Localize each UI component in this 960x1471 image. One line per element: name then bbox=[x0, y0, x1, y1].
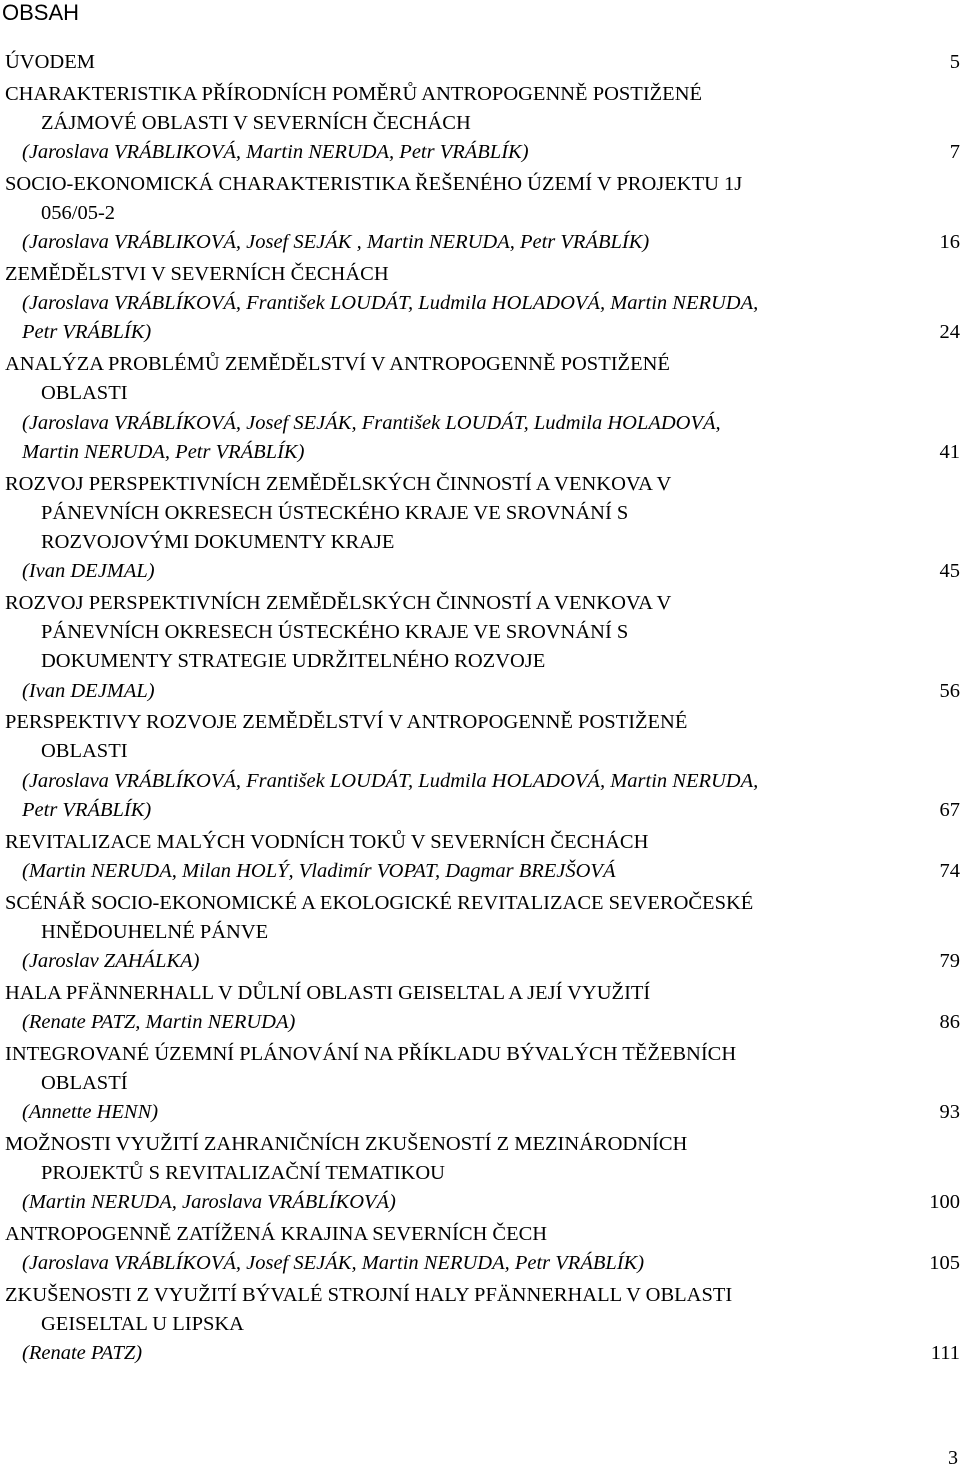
entry-title: ZEMĚDĚLSTVI V SEVERNÍCH ČECHÁCH bbox=[5, 263, 389, 286]
entry-title: SCÉNÁŘ SOCIO-EKONOMICKÉ A EKOLOGICKÉ REVITALIZACE SEVEROČESKÉ bbox=[5, 891, 754, 914]
toc-title-line bbox=[0, 1220, 960, 1249]
entry-authors: (Jaroslava VRÁBLÍKOVÁ, Josef SEJÁK, Martin NERUDA, Petr VRÁBLÍK) bbox=[22, 1252, 645, 1275]
entry-title: SOCIO-EKONOMICKÁ CHARAKTERISTIKA ŘEŠENÉHO ÚZEMÍ V PROJEKTU 1J bbox=[5, 172, 743, 195]
toc-entry bbox=[0, 170, 960, 258]
entry-authors: (Annette HENN) bbox=[22, 1101, 159, 1124]
entry-title: ANALÝZA PROBLÉMŮ ZEMĚDĚLSTVÍ V ANTROPOGENNĚ POSTIŽENÉ bbox=[5, 353, 670, 376]
entry-title: GEISELTAL U LIPSKA bbox=[41, 1313, 244, 1336]
toc-title-line bbox=[0, 1159, 960, 1188]
entry-authors: (Jaroslava VRÁBLÍKOVÁ, Josef SEJÁK, František LOUDÁT, Ludmila HOLADOVÁ, bbox=[22, 411, 721, 434]
toc-author-line bbox=[0, 1098, 960, 1127]
entry-authors: (Jaroslava VRÁBLÍKOVÁ, František LOUDÁT, Ludmila HOLADOVÁ, Martin NERUDA, bbox=[22, 292, 759, 315]
entry-title: ROZVOJ PERSPEKTIVNÍCH ZEMĚDĚLSKÝCH ČINNOSTÍ A VENKOVA V bbox=[5, 591, 672, 614]
entry-authors: (Jaroslava VRÁBLIKOVÁ, Josef SEJÁK , Martin NERUDA, Petr VRÁBLÍK) bbox=[22, 231, 650, 254]
toc-author-line bbox=[0, 289, 960, 318]
toc-title-line bbox=[0, 618, 960, 647]
toc-title-line bbox=[0, 1281, 960, 1310]
entry-title: MOŽNOSTI VYUŽITÍ ZAHRANIČNÍCH ZKUŠENOSTÍ Z MEZINÁRODNÍCH bbox=[5, 1132, 688, 1155]
entry-title: INTEGROVANÉ ÚZEMNÍ PLÁNOVÁNÍ NA PŘÍKLADU BÝVALÝCH TĚŽEBNÍCH bbox=[5, 1042, 737, 1065]
toc-entry bbox=[0, 979, 960, 1037]
entry-title: OBLASTI bbox=[41, 382, 128, 405]
toc-title-line bbox=[0, 1040, 960, 1069]
entry-title: DOKUMENTY STRATEGIE UDRŽITELNÉHO ROZVOJE bbox=[41, 650, 546, 673]
page-title: OBSAH bbox=[2, 0, 80, 25]
toc-author-line bbox=[0, 767, 960, 796]
entry-page-number: 74 bbox=[939, 859, 960, 882]
toc-author-line bbox=[0, 677, 960, 706]
toc-title-line bbox=[0, 737, 960, 766]
toc-entry bbox=[0, 708, 960, 825]
table-of-contents bbox=[0, 48, 960, 1369]
toc-entry bbox=[0, 1040, 960, 1128]
entry-title: OBLASTI bbox=[41, 740, 128, 763]
entry-title: PÁNEVNÍCH OKRESECH ÚSTECKÉHO KRAJE VE SROVNÁNÍ S bbox=[41, 501, 629, 524]
entry-page-number: 7 bbox=[949, 141, 960, 164]
entry-title: ZKUŠENOSTI Z VYUŽITÍ BÝVALÉ STROJNÍ HALY PFÄNNERHALL V OBLASTI bbox=[5, 1284, 733, 1306]
entry-page-number: 86 bbox=[939, 1010, 960, 1033]
entry-page-number: 45 bbox=[939, 560, 960, 583]
toc-entry bbox=[0, 1130, 960, 1218]
toc-author-line bbox=[0, 947, 960, 976]
toc-title-line bbox=[0, 889, 960, 918]
toc-author-line bbox=[0, 138, 960, 167]
toc-title-line bbox=[0, 1130, 960, 1159]
entry-title: PÁNEVNÍCH OKRESECH ÚSTECKÉHO KRAJE VE SROVNÁNÍ S bbox=[41, 621, 629, 644]
toc-title-line bbox=[0, 199, 960, 228]
entry-title: 056/05-2 bbox=[41, 202, 116, 225]
toc-author-line bbox=[0, 796, 960, 825]
toc-entry bbox=[0, 828, 960, 886]
entry-page-number: 41 bbox=[939, 440, 960, 463]
toc-title-line bbox=[0, 379, 960, 408]
entry-page-number: 111 bbox=[930, 1342, 960, 1365]
toc-title-line bbox=[0, 1310, 960, 1339]
entry-authors: (Renate PATZ) bbox=[22, 1342, 143, 1365]
entry-title: ZÁJMOVÉ OBLASTI V SEVERNÍCH ČECHÁCH bbox=[41, 111, 471, 134]
entry-authors: (Jaroslava VRÁBLIKOVÁ, Martin NERUDA, Petr VRÁBLÍK) bbox=[22, 141, 529, 164]
toc-title-line bbox=[0, 708, 960, 737]
toc-author-line bbox=[0, 1249, 960, 1278]
toc-title-line bbox=[0, 828, 960, 857]
toc-author-line bbox=[0, 438, 960, 467]
entry-title: OBLASTÍ bbox=[41, 1071, 128, 1094]
entry-title: HALA PFÄNNERHALL V DŮLNÍ OBLASTI GEISELTAL A JEJÍ VYUŽITÍ bbox=[5, 981, 651, 1004]
entry-authors: Martin NERUDA, Petr VRÁBLÍK) bbox=[22, 440, 305, 463]
entry-page-number: 56 bbox=[939, 679, 960, 702]
toc-title-line bbox=[0, 499, 960, 528]
toc-entry bbox=[0, 80, 960, 168]
entry-authors: (Renate PATZ, Martin NERUDA) bbox=[22, 1010, 296, 1033]
toc-author-line bbox=[0, 1188, 960, 1217]
entry-authors: (Jaroslava VRÁBLÍKOVÁ, František LOUDÁT, Ludmila HOLADOVÁ, Martin NERUDA, bbox=[22, 769, 759, 792]
toc-author-line bbox=[0, 1339, 960, 1368]
toc-author-line bbox=[0, 409, 960, 438]
toc-author-line bbox=[0, 557, 960, 586]
entry-title: HNĚDOUHELNÉ PÁNVE bbox=[41, 920, 269, 943]
entry-page-number: 16 bbox=[939, 231, 960, 254]
entry-authors: (Martin NERUDA, Milan HOLÝ, Vladimír VOPAT, Dagmar BREJŠOVÁ bbox=[22, 859, 616, 882]
entry-authors: (Jaroslav ZAHÁLKA) bbox=[22, 949, 200, 972]
entry-authors: Petr VRÁBLÍK) bbox=[22, 798, 152, 821]
toc-entry bbox=[0, 1220, 960, 1278]
toc-title-line bbox=[0, 48, 960, 77]
entry-authors: (Ivan DEJMAL) bbox=[22, 679, 155, 702]
toc-title-line bbox=[0, 470, 960, 499]
entry-title: ROZVOJ PERSPEKTIVNÍCH ZEMĚDĚLSKÝCH ČINNOSTÍ A VENKOVA V bbox=[5, 472, 672, 495]
toc-title-line bbox=[0, 80, 960, 109]
toc-entry bbox=[0, 589, 960, 706]
toc-entry bbox=[0, 889, 960, 977]
entry-page-number: 79 bbox=[939, 949, 960, 972]
entry-title: ANTROPOGENNĚ ZATÍŽENÁ KRAJINA SEVERNÍCH ČECH bbox=[5, 1223, 548, 1246]
toc-title-line bbox=[0, 528, 960, 557]
toc-title-line bbox=[0, 170, 960, 199]
toc-title-line bbox=[0, 1069, 960, 1098]
toc-title-line bbox=[0, 979, 960, 1008]
toc-author-line bbox=[0, 857, 960, 886]
entry-title: PERSPEKTIVY ROZVOJE ZEMĚDĚLSTVÍ V ANTROPOGENNĚ POSTIŽENÉ bbox=[5, 711, 688, 734]
entry-page-number: 67 bbox=[939, 798, 960, 821]
entry-authors: (Ivan DEJMAL) bbox=[22, 560, 155, 583]
toc-title-line bbox=[0, 918, 960, 947]
entry-page-number: 105 bbox=[929, 1252, 960, 1275]
toc-title-line bbox=[0, 260, 960, 289]
toc-entry bbox=[0, 470, 960, 587]
entry-authors: (Martin NERUDA, Jaroslava VRÁBLÍKOVÁ) bbox=[22, 1191, 396, 1214]
entry-title: ÚVODEM bbox=[5, 51, 95, 73]
entry-title: PROJEKTŮ S REVITALIZAČNÍ TEMATIKOU bbox=[41, 1162, 445, 1185]
toc-title-line bbox=[0, 589, 960, 618]
toc-title-line bbox=[0, 647, 960, 676]
toc-entry bbox=[0, 260, 960, 348]
entry-page-number: 5 bbox=[949, 51, 960, 73]
toc-author-line bbox=[0, 1008, 960, 1037]
entry-title: CHARAKTERISTIKA PŘÍRODNÍCH POMĚRŮ ANTROPOGENNĚ POSTIŽENÉ bbox=[5, 82, 703, 105]
toc-entry bbox=[0, 350, 960, 467]
entry-authors: Petr VRÁBLÍK) bbox=[22, 321, 152, 344]
toc-author-line bbox=[0, 228, 960, 257]
toc-title-line bbox=[0, 109, 960, 138]
entry-page-number: 100 bbox=[929, 1191, 960, 1214]
toc-title-line bbox=[0, 350, 960, 379]
entry-title: REVITALIZACE MALÝCH VODNÍCH TOKŮ V SEVERNÍCH ČECHÁCH bbox=[5, 830, 649, 853]
entry-page-number: 93 bbox=[939, 1101, 960, 1124]
entry-page-number: 24 bbox=[939, 321, 960, 344]
toc-entry bbox=[0, 1281, 960, 1369]
page-number: 3 bbox=[948, 1447, 958, 1469]
toc-author-line bbox=[0, 318, 960, 347]
toc-entry bbox=[0, 48, 960, 77]
entry-title: ROZVOJOVÝMI DOKUMENTY KRAJE bbox=[41, 530, 395, 553]
